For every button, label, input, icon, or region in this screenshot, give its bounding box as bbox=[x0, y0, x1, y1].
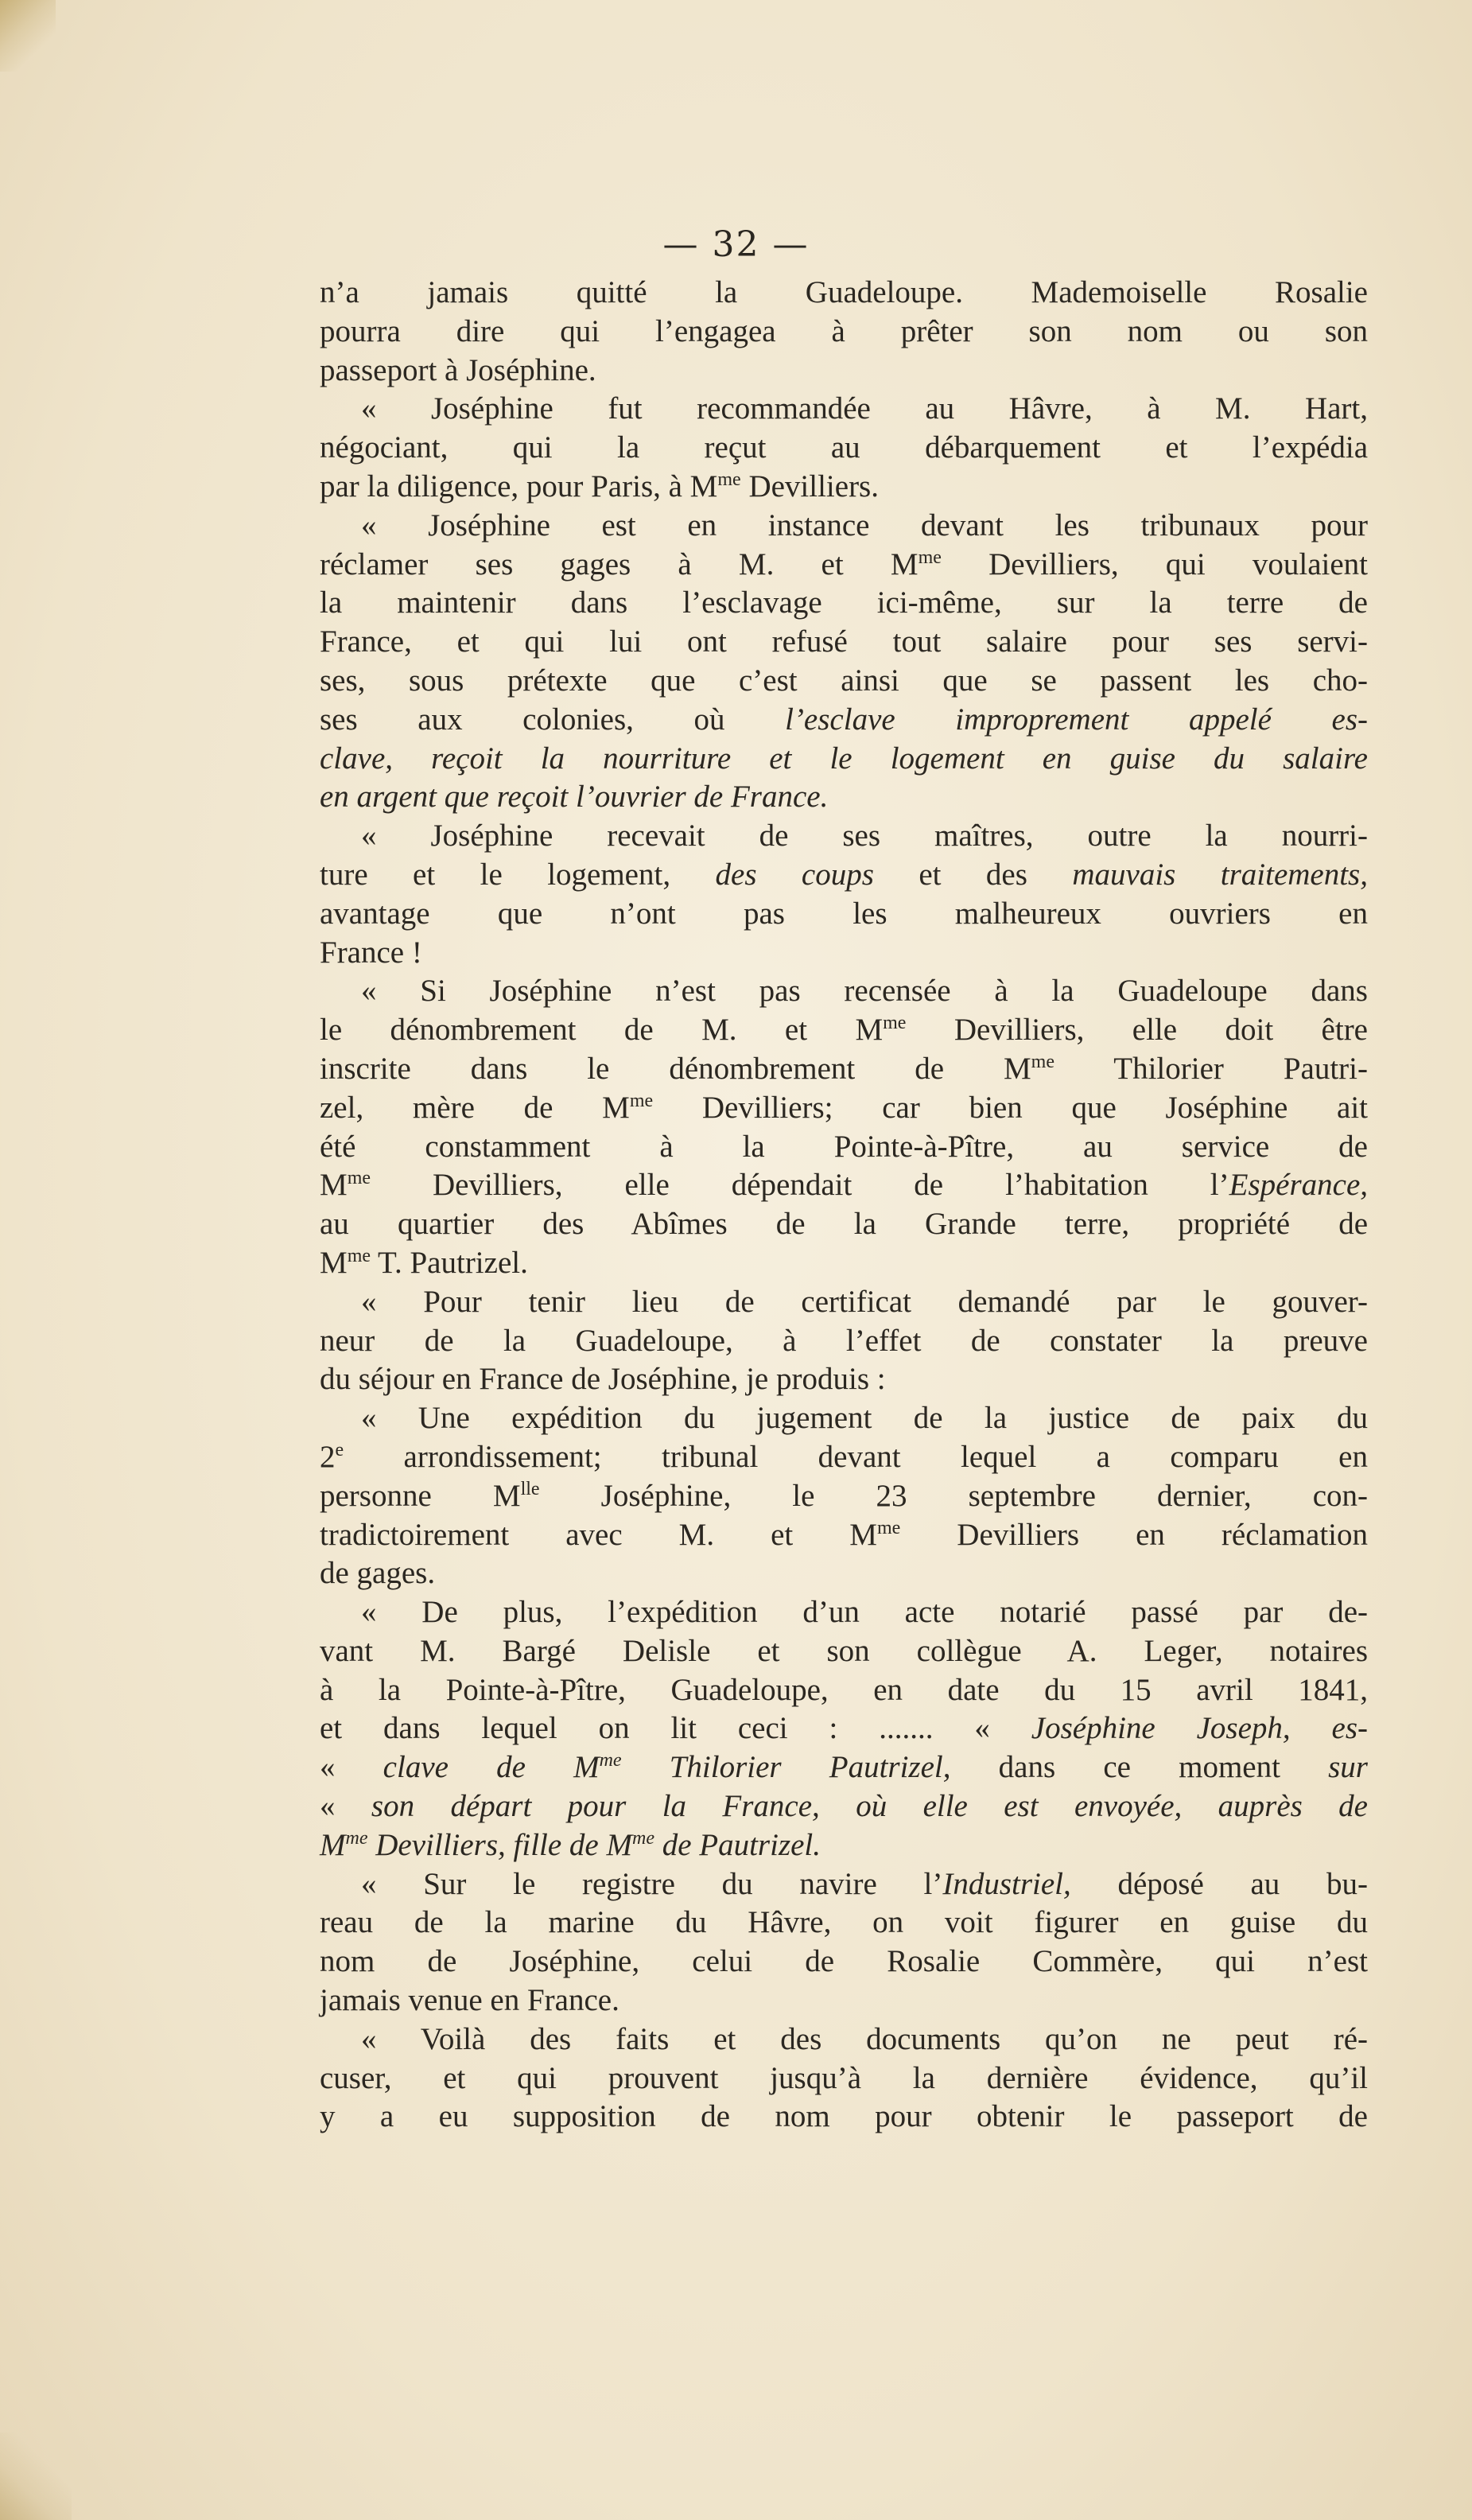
superscript-abbrev: me bbox=[629, 1090, 654, 1111]
text-segment: Devilliers. bbox=[740, 469, 879, 504]
text-line bbox=[320, 1244, 1368, 1283]
text-segment: réclamer ses gages à M. et M bbox=[320, 546, 919, 581]
superscript-abbrev: me bbox=[876, 1517, 901, 1538]
text-line bbox=[320, 1904, 1368, 1942]
italic-text: M bbox=[320, 1827, 346, 1862]
text-line bbox=[320, 701, 1368, 740]
text-segment: « Sur le registre du navire l’ bbox=[361, 1866, 943, 1901]
superscript-abbrev: me bbox=[631, 1827, 654, 1849]
italic-text: Joséphine Joseph, es- bbox=[1031, 1711, 1368, 1746]
text-line bbox=[320, 1360, 1368, 1399]
text-line bbox=[320, 778, 1368, 817]
italic-text: sur bbox=[1328, 1750, 1368, 1785]
paper-stain-top-left bbox=[0, 0, 56, 72]
text-line bbox=[320, 1865, 1368, 1904]
text-line bbox=[320, 352, 1368, 391]
text-segment: et des bbox=[873, 857, 1073, 892]
text-segment: ture et le logement, bbox=[320, 857, 716, 892]
text-segment: ses aux colonies, où bbox=[320, 702, 786, 737]
text-line bbox=[320, 1709, 1368, 1748]
text-line bbox=[320, 1671, 1368, 1710]
text-segment: négociant, qui la reçut au débarquement et l’expédia bbox=[320, 430, 1368, 465]
superscript-abbrev: me bbox=[599, 1750, 622, 1771]
text-line bbox=[320, 2098, 1368, 2137]
italic-text: clave, reçoit la nourriture et le logement en guise du salaire bbox=[320, 741, 1368, 776]
text-segment: « Joséphine fut recommandée au Hâvre, à M. Hart, bbox=[361, 391, 1368, 426]
text-segment: Thilorier Pautri- bbox=[1054, 1051, 1368, 1086]
italic-text: clave de M bbox=[383, 1750, 600, 1785]
text-segment: « bbox=[320, 1789, 371, 1824]
text-segment: inscrite dans le dénombrement de M bbox=[320, 1051, 1031, 1086]
text-segment: « Si Joséphine n’est pas recensée à la Guadeloupe dans bbox=[361, 974, 1368, 1009]
text-segment: arrondissement; tribunal devant lequel a comparu en bbox=[344, 1439, 1368, 1474]
text-segment: passeport à Joséphine. bbox=[320, 352, 596, 387]
text-segment: neur de la Guadeloupe, à l’effet de constater la preuve bbox=[320, 1323, 1368, 1358]
text-segment: déposé au bu- bbox=[1070, 1866, 1368, 1901]
text-line bbox=[320, 1322, 1368, 1361]
text-segment: ses, sous prétexte que c’est ainsi que se passent les cho- bbox=[320, 663, 1368, 698]
text-segment: France, et qui lui ont refusé tout salaire pour ses servi- bbox=[320, 624, 1368, 659]
text-line bbox=[320, 2059, 1368, 2098]
italic-text: Industriel, bbox=[942, 1866, 1071, 1901]
text-segment: Devilliers, qui voulaient bbox=[941, 546, 1368, 581]
text-segment: du séjour en France de Joséphine, je produis : bbox=[320, 1362, 886, 1397]
italic-text: Thilorier Pautrizel, bbox=[621, 1750, 951, 1785]
superscript-abbrev: me bbox=[918, 546, 942, 568]
text-segment: « Joséphine est en instance devant les tribunaux pour bbox=[361, 508, 1368, 542]
text-segment: Devilliers; car bien que Joséphine ait bbox=[653, 1090, 1368, 1125]
text-segment: France ! bbox=[320, 935, 422, 970]
text-line bbox=[320, 934, 1368, 973]
text-line bbox=[320, 1748, 1368, 1787]
page-number: — 32 — bbox=[662, 224, 810, 265]
text-segment: M bbox=[320, 1168, 348, 1203]
text-line bbox=[320, 662, 1368, 701]
text-line bbox=[320, 1942, 1368, 1981]
text-line bbox=[320, 1128, 1368, 1167]
italic-text: mauvais traitements, bbox=[1072, 857, 1368, 892]
text-segment: Devilliers, elle dépendait de l’habitation l’ bbox=[371, 1168, 1229, 1203]
text-line bbox=[320, 1593, 1368, 1632]
text-segment: « Pour tenir lieu de certificat demandé par le gouver- bbox=[361, 1284, 1368, 1319]
text-segment: pourra dire qui l’engagea à prêter son nom ou son bbox=[320, 313, 1368, 348]
text-line bbox=[320, 2020, 1368, 2059]
paper-stain-bottom-left bbox=[0, 2432, 72, 2520]
text-line bbox=[320, 584, 1368, 623]
text-segment: « bbox=[320, 1750, 383, 1785]
text-segment: T. Pautrizel. bbox=[371, 1245, 528, 1280]
text-segment: reau de la marine du Hâvre, on voit figurer en guise du bbox=[320, 1905, 1368, 1940]
text-line bbox=[320, 390, 1368, 429]
text-segment: « Joséphine recevait de ses maîtres, outre la nourri- bbox=[361, 819, 1368, 854]
text-line bbox=[320, 274, 1368, 313]
text-line bbox=[320, 468, 1368, 507]
text-line bbox=[320, 740, 1368, 779]
text-segment: Joséphine, le 23 septembre dernier, con- bbox=[539, 1478, 1368, 1513]
superscript-abbrev: lle bbox=[520, 1478, 540, 1499]
superscript-abbrev: me bbox=[345, 1827, 368, 1849]
text-segment: zel, mère de M bbox=[320, 1090, 630, 1125]
text-line bbox=[320, 429, 1368, 468]
text-segment: au quartier des Abîmes de la Grande terre, propriété de bbox=[320, 1207, 1368, 1242]
superscript-abbrev: me bbox=[347, 1168, 371, 1189]
text-segment: « Voilà des faits et des documents qu’on ne peut ré- bbox=[361, 2021, 1368, 2056]
text-segment: jamais venue en France. bbox=[320, 1983, 619, 2018]
text-line bbox=[320, 1166, 1368, 1205]
text-segment: y a eu supposition de nom pour obtenir le passeport de bbox=[320, 2099, 1368, 2134]
text-segment: Devilliers en réclamation bbox=[900, 1517, 1368, 1552]
text-segment: « Une expédition du jugement de la justice de paix du bbox=[361, 1401, 1368, 1436]
text-line bbox=[320, 972, 1368, 1011]
text-line bbox=[320, 1205, 1368, 1244]
text-line bbox=[320, 507, 1368, 546]
italic-text: des coups bbox=[715, 857, 874, 892]
text-line bbox=[320, 1787, 1368, 1826]
body-text bbox=[320, 274, 1368, 2137]
text-segment: le dénombrement de M. et M bbox=[320, 1013, 884, 1048]
text-line bbox=[320, 1554, 1368, 1593]
text-line bbox=[320, 1050, 1368, 1089]
text-line bbox=[320, 313, 1368, 352]
text-segment: la maintenir dans l’esclavage ici-même, sur la terre de bbox=[320, 585, 1368, 620]
italic-text: en argent que reçoit l’ouvrier de France. bbox=[320, 780, 829, 815]
text-segment: nom de Joséphine, celui de Rosalie Commère, qui n’est bbox=[320, 1944, 1368, 1979]
text-segment: « De plus, l’expédition d’un acte notarié passé par de- bbox=[361, 1595, 1368, 1630]
italic-text: l’esclave improprement appelé es- bbox=[785, 702, 1368, 737]
text-line bbox=[320, 817, 1368, 856]
superscript-abbrev: me bbox=[717, 469, 741, 490]
text-segment: cuser, et qui prouvent jusqu’à la dernière évidence, qu’il bbox=[320, 2060, 1368, 2095]
text-segment: avantage que n’ont pas les malheureux ouvriers en bbox=[320, 896, 1368, 931]
text-segment: personne M bbox=[320, 1478, 521, 1513]
text-segment: par la diligence, pour Paris, à M bbox=[320, 469, 718, 504]
text-line bbox=[320, 1089, 1368, 1128]
italic-text: Devilliers, fille de M bbox=[367, 1827, 632, 1862]
text-line bbox=[320, 856, 1368, 895]
text-segment: Devilliers, elle doit être bbox=[906, 1013, 1368, 1048]
text-line bbox=[320, 1399, 1368, 1438]
text-line bbox=[320, 1477, 1368, 1516]
text-line bbox=[320, 1981, 1368, 2020]
text-line bbox=[320, 895, 1368, 934]
italic-text: son départ pour la France, où elle est envoyée, auprès de bbox=[371, 1789, 1368, 1824]
text-segment: 2 bbox=[320, 1439, 336, 1474]
text-segment: été constamment à la Pointe-à-Pître, au service de bbox=[320, 1129, 1368, 1164]
text-line bbox=[320, 623, 1368, 662]
italic-text: Espérance, bbox=[1229, 1168, 1368, 1203]
text-line bbox=[320, 1516, 1368, 1555]
text-segment: à la Pointe-à-Pître, Guadeloupe, en date du 15 avril 1841, bbox=[320, 1672, 1368, 1707]
text-line bbox=[320, 546, 1368, 585]
text-segment: M bbox=[320, 1245, 348, 1280]
text-line bbox=[320, 1011, 1368, 1050]
text-segment: dans ce moment bbox=[950, 1750, 1329, 1785]
superscript-abbrev: me bbox=[1031, 1051, 1054, 1072]
text-line bbox=[320, 1438, 1368, 1477]
text-segment: tradictoirement avec M. et M bbox=[320, 1517, 877, 1552]
text-line bbox=[320, 1826, 1368, 1865]
italic-text: de Pautrizel. bbox=[654, 1827, 821, 1862]
text-line bbox=[320, 1283, 1368, 1322]
text-line bbox=[320, 1632, 1368, 1671]
superscript-abbrev: e bbox=[335, 1439, 344, 1460]
text-segment: vant M. Bargé Delisle et son collègue A. Leger, notaires bbox=[320, 1633, 1368, 1668]
superscript-abbrev: me bbox=[883, 1013, 907, 1034]
superscript-abbrev: me bbox=[347, 1245, 371, 1266]
text-segment: et dans lequel on lit ceci : ....... « bbox=[320, 1711, 1031, 1746]
text-segment: de gages. bbox=[320, 1556, 436, 1591]
text-segment: n’a jamais quitté la Guadeloupe. Mademoiselle Rosalie bbox=[320, 275, 1368, 309]
